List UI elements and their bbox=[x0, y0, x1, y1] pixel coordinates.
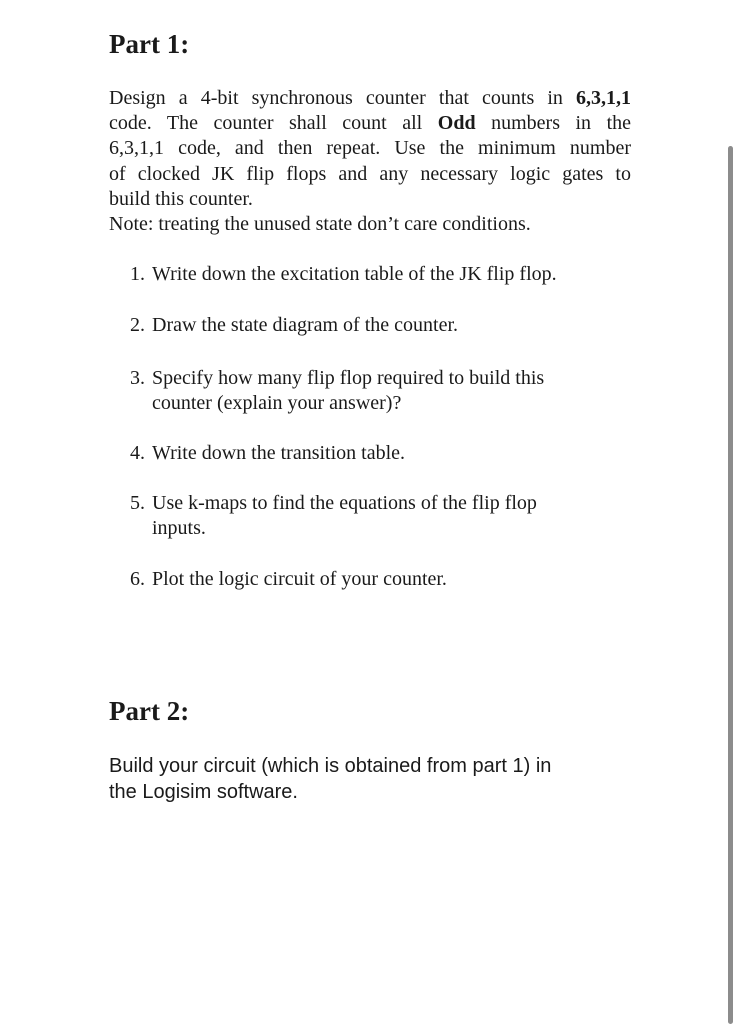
task-text: Draw the state diagram of the counter. bbox=[152, 314, 458, 336]
task-text: Plot the logic circuit of your counter. bbox=[152, 568, 447, 590]
part1-intro bbox=[109, 86, 631, 237]
list-item bbox=[130, 491, 630, 541]
task-number: 6. bbox=[130, 568, 145, 590]
task-number: 2. bbox=[130, 314, 145, 336]
odd-bold: Odd bbox=[437, 112, 476, 135]
list-item bbox=[130, 366, 630, 416]
list-item bbox=[130, 441, 630, 466]
list-item bbox=[130, 262, 630, 287]
task-number: 5. bbox=[130, 492, 145, 514]
part2-line-1: Build your circuit (which is obtained from part 1) in bbox=[109, 755, 552, 777]
intro-text: numbers in the bbox=[475, 112, 631, 135]
intro-text: Design a 4-bit synchronous counter that counts in bbox=[109, 87, 576, 109]
task-number: 4. bbox=[130, 442, 145, 464]
task-text: Write down the transition table. bbox=[152, 442, 406, 464]
part2-heading: Part 2: bbox=[109, 696, 190, 726]
list-item bbox=[130, 313, 630, 338]
intro-line-3: 6,3,1,1 code, and then repeat. Use the minimum number bbox=[109, 137, 631, 160]
code-bold: 6,3,1,1 bbox=[576, 87, 631, 109]
intro-line-5: build this counter. bbox=[109, 187, 253, 210]
scrollbar-thumb[interactable] bbox=[728, 146, 733, 1024]
part2-body bbox=[109, 753, 629, 805]
task-text: Write down the excitation table of the JK flip flop. bbox=[152, 263, 557, 285]
task-text: Specify how many flip flop required to build this counter (explain your answer)? bbox=[152, 367, 545, 414]
part1-heading: Part 1: bbox=[109, 29, 190, 59]
list-item bbox=[130, 567, 630, 592]
task-number: 1. bbox=[130, 263, 145, 285]
part2-line-2: the Logisim software. bbox=[109, 781, 298, 803]
intro-line-2 bbox=[109, 111, 631, 136]
intro-line-4: of clocked JK flip flops and any necessary logic gates to bbox=[109, 162, 631, 185]
intro-line-1 bbox=[109, 86, 631, 111]
intro-note: Note: treating the unused state don’t care conditions. bbox=[109, 213, 531, 236]
intro-text: code. The counter shall count all bbox=[109, 112, 438, 135]
task-text: Use k-maps to find the equations of the flip flop inputs. bbox=[152, 492, 537, 539]
task-number: 3. bbox=[130, 367, 145, 389]
